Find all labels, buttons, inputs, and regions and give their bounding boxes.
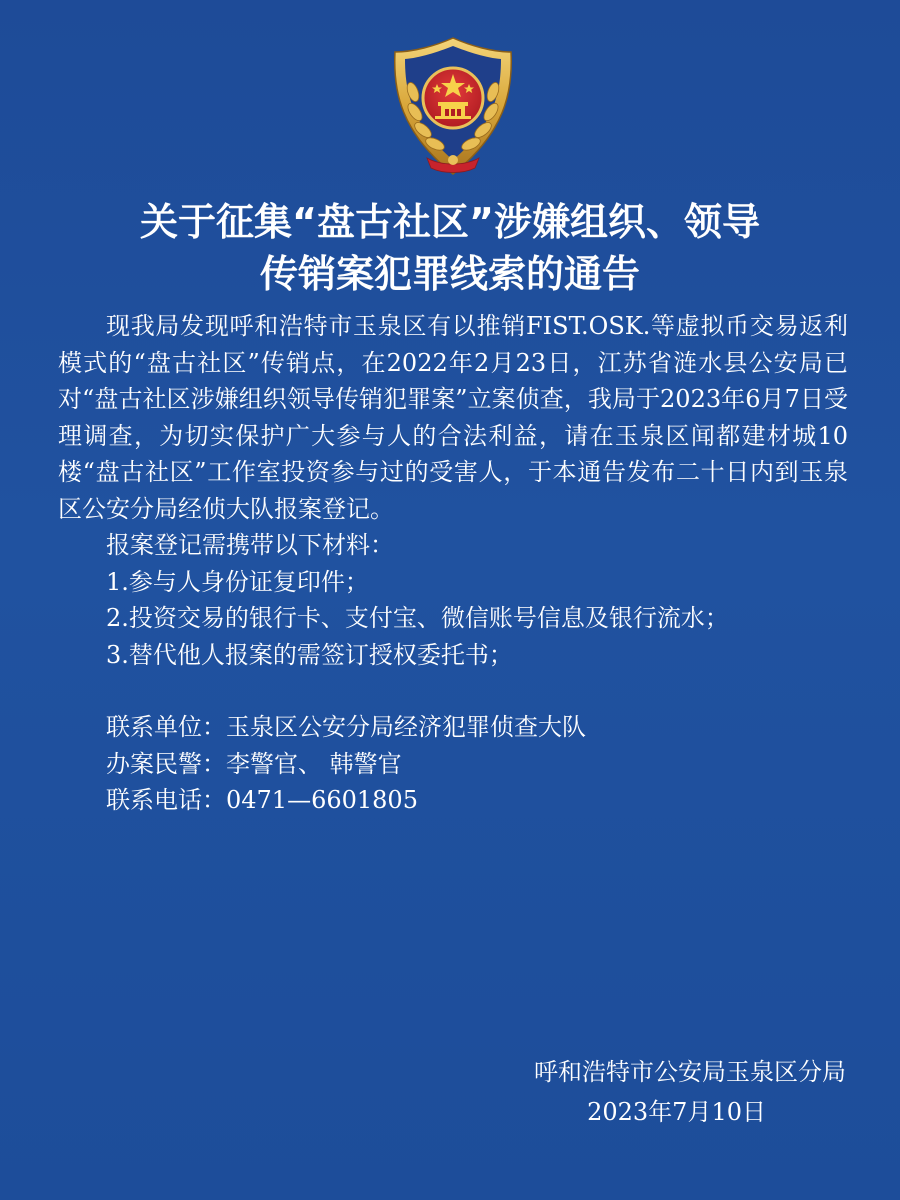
notice-paragraph: 现我局发现呼和浩特市玉泉区有以推销FIST.OSK.等虚拟币交易返利模式的“盘古社区”传销点，在2022年2月23日，江苏省涟水县公安局已对“盘古社区涉嫌组织领导传销犯罪案”立案侦查，我局于2023年6月7日受理调查，为切实保护广大参与人的合法利益，请在玉泉区闻都建材城10楼“盘古社区”工作室投资参与过的受害人，于本通告发布二十日内到玉泉区公安分局经侦大队报案登记。 [58, 312, 848, 523]
issue-date: 2023年7月10日 [587, 1098, 766, 1126]
materials-item-2: 2.投资交易的银行卡、支付宝、微信账号信息及银行流水； [106, 604, 729, 632]
materials-intro: 报案登记需携带以下材料： [106, 531, 394, 559]
police-emblem-icon [383, 32, 523, 180]
signature-block [534, 1052, 846, 1132]
contact-unit: 联系单位：玉泉区公安分局经济犯罪侦查大队 [106, 713, 586, 741]
issuer-name: 呼和浩特市公安局玉泉区分局 [534, 1058, 846, 1086]
title-line-2: 传销案犯罪线索的通告 [259, 252, 640, 296]
contact-phone: 联系电话：0471—6601805 [106, 786, 418, 814]
materials-item-1: 1.参与人身份证复印件； [106, 567, 369, 596]
notice-title [60, 196, 840, 300]
materials-item-3: 3.替代他人报案的需签订授权委托书； [106, 640, 513, 669]
contact-officers: 办案民警：李警官、 韩警官 [106, 749, 402, 778]
title-line-1: 关于征集“盘古社区”涉嫌组织、领导 [140, 200, 760, 244]
notice-body [58, 308, 848, 819]
spacer [58, 673, 848, 709]
